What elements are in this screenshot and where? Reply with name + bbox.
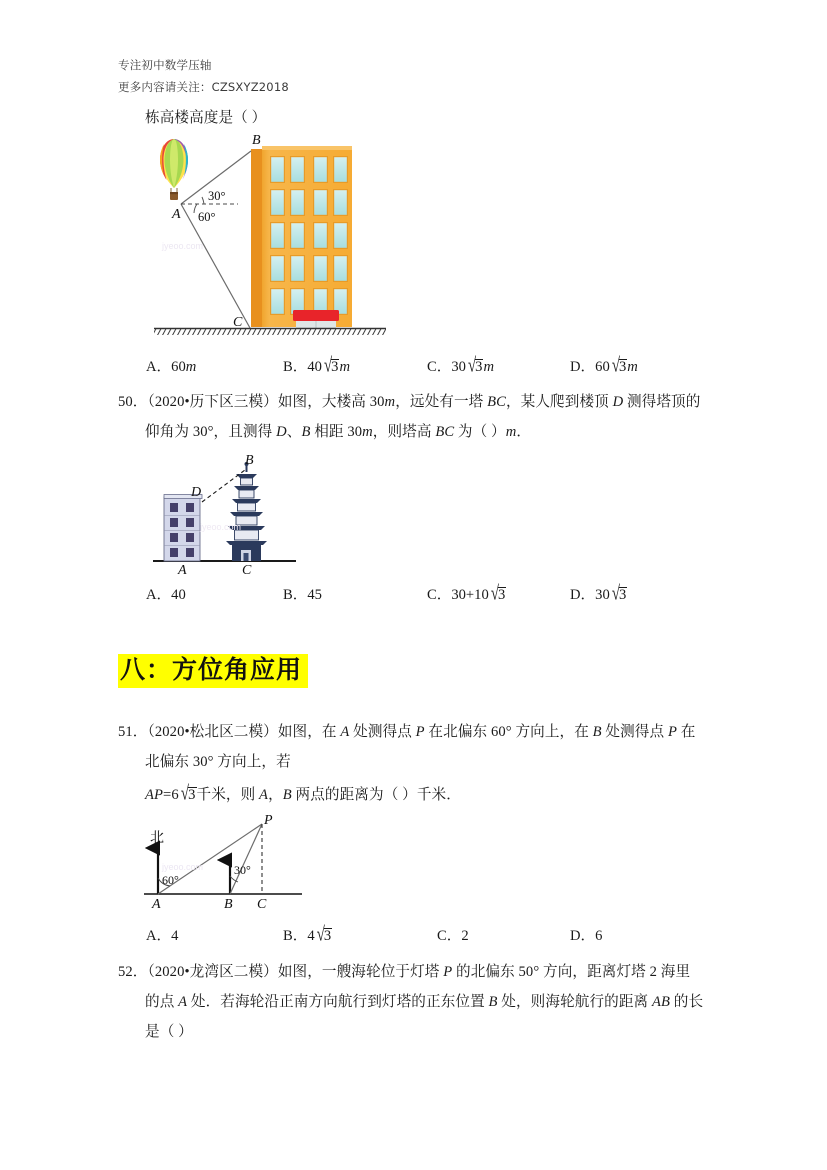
q52-line2-a: A (178, 994, 188, 1010)
svg-text:B: B (252, 133, 261, 148)
q51-option-d-value: 6 (595, 928, 603, 944)
q50-line2-part5: 为（ ） (454, 424, 506, 440)
q49-option-c[interactable] (427, 355, 494, 376)
q50-option-b-label: B． (283, 587, 308, 603)
q49-option-d-radical: √3 (611, 355, 627, 377)
q50-line2-part6: ． (516, 424, 532, 440)
q50-option-c-radicand: 3 (497, 587, 506, 603)
q49-option-d-unit: m (627, 359, 638, 375)
svg-text:B: B (224, 897, 233, 912)
q52-line2-part1: 的点 (145, 994, 179, 1010)
q50-line2-b: B (301, 424, 311, 440)
q49-option-d-coef: 60 (595, 359, 610, 375)
q52-line2-b: B (488, 994, 498, 1010)
svg-text:D: D (191, 485, 202, 500)
q51-option-a[interactable] (146, 924, 178, 945)
section-heading-8: 八：方位角应用 (118, 654, 308, 688)
q52-line-1 (118, 960, 690, 981)
q50-option-c-coef: 10 (474, 587, 489, 603)
q50-option-c-radical: √3 (490, 583, 506, 605)
q51-line3-part2: ， (268, 787, 283, 803)
q49-trailing-text: 栋高楼高度是（ ） (145, 110, 267, 126)
q52-line1-part1: 52．（2020•龙湾区二模）如图，一艘海轮位于灯塔 (118, 964, 444, 980)
q51-line1-a: A (340, 724, 350, 740)
q51-line-1 (118, 720, 695, 741)
q49-option-b-coef: 40 (307, 359, 322, 375)
q51-line1-part3: 在北偏东 60° 方向上，在 (424, 724, 593, 740)
q51-line-3 (145, 783, 461, 804)
header-line-1: 专注初中数学压轴 (118, 58, 212, 72)
svg-text:P: P (264, 813, 273, 828)
q51-option-a-value: 4 (171, 928, 179, 944)
svg-text:C: C (233, 315, 243, 330)
svg-text:60°: 60° (198, 210, 216, 224)
q50-line1-part4: 测得塔顶的 (623, 394, 701, 410)
svg-text:jyeoo.com: jyeoo.com (162, 241, 204, 251)
q51-line3-ap: AP (145, 787, 164, 803)
q52-line1-p: P (443, 964, 453, 980)
q49-options-row (0, 355, 827, 381)
q49-option-c-coef: 30 (451, 359, 466, 375)
q49-option-a[interactable] (146, 355, 196, 376)
q50-figure-building-pagoda (150, 450, 300, 575)
q52-line-2 (145, 990, 703, 1011)
q51-figure-svg (138, 812, 308, 917)
q51-option-d-label: D． (570, 928, 596, 944)
q51-option-b-radical: √3 (316, 924, 332, 946)
svg-text:jyeoo.com: jyeoo.com (162, 862, 204, 872)
svg-text:C: C (242, 563, 252, 575)
q50-line1-m1: m (384, 394, 396, 410)
q49-option-b-radicand: 3 (331, 359, 339, 375)
q51-line3-eq: =6 (163, 787, 179, 803)
q51-line1-part2: 处测得点 (349, 724, 416, 740)
svg-text:60°: 60° (162, 873, 179, 887)
q51-line1-p2: P (667, 724, 677, 740)
svg-text:jyeoo.com: jyeoo.com (200, 522, 242, 532)
q50-line1-bc: BC (487, 394, 506, 410)
q50-line2-d: D (276, 424, 287, 440)
q51-line-2: 北偏东 30° 方向上，若 (145, 754, 291, 770)
q50-options-row (0, 583, 827, 609)
q51-line1-part4: 处测得点 (601, 724, 668, 740)
q50-line2-part1: 仰角为 30°，且测得 (145, 424, 277, 440)
q51-option-c-label: C． (437, 928, 462, 944)
q50-line2-m2: m (505, 424, 517, 440)
q50-option-c[interactable] (427, 583, 506, 604)
q50-line-2 (145, 420, 531, 441)
svg-text:30°: 30° (234, 863, 251, 877)
q51-option-d[interactable] (570, 924, 602, 945)
q49-figure-svg (150, 132, 390, 337)
q51-line1-part1: 51．（2020•松北区二模）如图，在 (118, 724, 341, 740)
q50-option-a-label: A． (146, 587, 172, 603)
svg-text:B: B (245, 453, 254, 468)
q50-option-a[interactable] (146, 583, 186, 604)
q50-line2-part2: 、 (286, 424, 302, 440)
q51-option-b-label: B． (283, 928, 308, 944)
q51-option-c[interactable] (437, 924, 469, 945)
q52-line1-part2: 的北偏东 50° 方向，距离灯塔 2 海里 (452, 964, 691, 980)
q51-line3-radical: √3 (180, 783, 196, 805)
q52-line2-part2: 处．若海轮沿正南方向航行到灯塔的正东位置 (187, 994, 489, 1010)
q50-option-c-prefix: 30+ (451, 587, 475, 603)
q50-line2-part3: 相距 30 (310, 424, 363, 440)
q50-option-d-radical: √3 (611, 583, 627, 605)
q49-option-c-radicand: 3 (475, 359, 483, 375)
q49-option-b-label: B． (283, 359, 308, 375)
q49-option-b-radical: √3 (323, 355, 339, 377)
q51-line3-radicand: 3 (188, 787, 196, 803)
q49-option-c-radical: √3 (467, 355, 483, 377)
svg-text:C: C (257, 897, 267, 912)
svg-text:北: 北 (150, 830, 164, 846)
q51-option-a-label: A． (146, 928, 172, 944)
q50-option-d[interactable] (570, 583, 627, 604)
svg-text:30°: 30° (208, 189, 226, 203)
q50-line2-m: m (362, 424, 373, 440)
q50-option-d-label: D． (570, 587, 596, 603)
q50-option-d-radicand: 3 (618, 587, 627, 603)
q51-option-b-radicand: 3 (323, 928, 332, 944)
q51-options-row (0, 924, 827, 950)
q51-line1-p: P (415, 724, 425, 740)
q49-option-c-unit: m (483, 359, 494, 375)
q49-option-d-label: D． (570, 359, 596, 375)
q52-line2-part3: 处，则海轮航行的距离 (497, 994, 652, 1010)
q50-option-b[interactable] (283, 583, 322, 604)
q50-figure-svg (150, 450, 300, 575)
svg-text:A: A (178, 563, 187, 575)
q49-figure-balloon-building (150, 132, 390, 337)
q51-line3-part3: 两点的距离为（ ）千米． (291, 787, 461, 803)
q51-option-b-coef: 4 (307, 928, 315, 944)
q49-option-c-label: C． (427, 359, 452, 375)
q49-option-a-unit: m (185, 359, 197, 375)
q52-line-3: 是（ ） (145, 1024, 193, 1040)
q50-line1-part2: ，远处有一塔 (395, 394, 488, 410)
header-line-2: 更多内容请关注：CZSXYZ2018 (118, 80, 289, 94)
q49-option-b[interactable] (283, 355, 350, 376)
q52-line2-part4: 的长 (670, 994, 704, 1010)
q51-line3-a: A (259, 787, 269, 803)
q50-option-a-value: 40 (171, 587, 186, 603)
q50-option-b-value: 45 (307, 587, 322, 603)
q51-option-c-value: 2 (461, 928, 469, 944)
q50-option-c-label: C． (427, 587, 452, 603)
q50-line1-d: D (612, 394, 624, 410)
q51-line3-part1: 千米，则 (196, 787, 260, 803)
svg-text:A: A (152, 897, 161, 912)
q51-line1-b: B (592, 724, 602, 740)
q50-line1-part3: ，某人爬到楼顶 (505, 394, 613, 410)
q50-line2-part4: ，则塔高 (372, 424, 436, 440)
q49-option-a-value: 60 (171, 359, 186, 375)
q49-option-d[interactable] (570, 355, 638, 376)
q51-option-b[interactable] (283, 924, 332, 945)
q50-option-d-coef: 30 (595, 587, 610, 603)
q50-line2-bc: BC (435, 424, 455, 440)
q52-line2-ab: AB (651, 994, 671, 1010)
q49-option-b-unit: m (339, 359, 350, 375)
q51-figure-bearing-triangle (138, 812, 308, 917)
q50-line-1 (118, 390, 700, 411)
q50-line1-part1: 50．（2020•历下区三模）如图，大楼高 30 (118, 394, 385, 410)
q51-line3-b: B (282, 787, 292, 803)
q49-option-a-label: A． (146, 359, 172, 375)
q49-option-d-radicand: 3 (618, 359, 627, 375)
q51-line1-part5: 在 (676, 724, 696, 740)
svg-text:A: A (172, 207, 181, 222)
